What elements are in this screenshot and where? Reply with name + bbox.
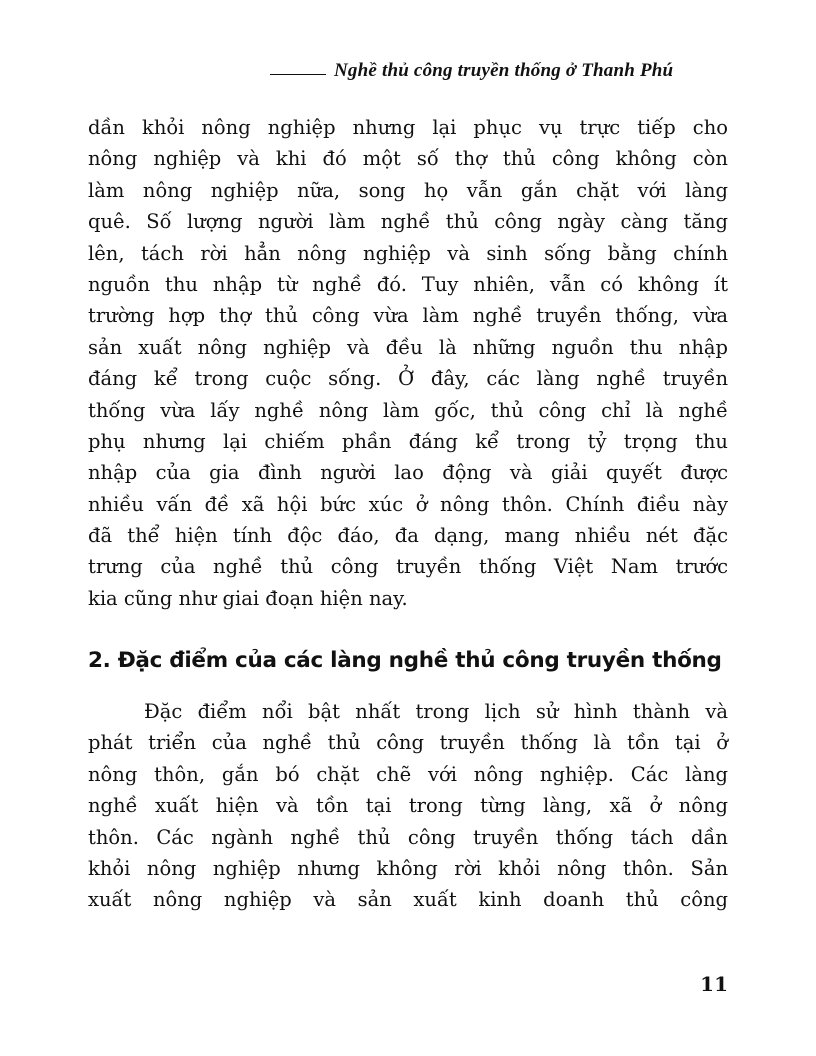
paragraph-2 (88, 696, 728, 916)
text-line: nhiều vấn đề xã hội bức xúc ở nông thôn. Chính điều này (88, 492, 728, 516)
text-line: làm nông nghiệp nữa, song họ vẫn gắn chặt với làng (88, 178, 728, 202)
text-line: lên, tách rời hẳn nông nghiệp và sinh sống bằng chính (88, 241, 728, 265)
text-line: khỏi nông nghiệp nhưng không rời khỏi nông thôn. Sản (88, 856, 728, 880)
text-line: đã thể hiện tính độc đáo, đa dạng, mang nhiều nét đặc (88, 524, 728, 548)
text-line: phụ nhưng lại chiếm phần đáng kể trong tỷ trọng thu (88, 429, 728, 453)
text-line: trưng của nghề thủ công truyền thống Việt Nam trước (88, 555, 728, 579)
text-line: nông nghiệp và khi đó một số thợ thủ công không còn (88, 147, 728, 171)
text-line: nhập của gia đình người lao động và giải quyết được (88, 461, 728, 485)
text-line: đáng kể trong cuộc sống. Ở đây, các làng nghề truyền (88, 367, 728, 391)
text-line: quê. Số lượng người làm nghề thủ công ngày càng tăng (88, 210, 728, 234)
text-line: thôn. Các ngành nghề thủ công truyền thống tách dần (88, 825, 728, 849)
page-number: 11 (700, 972, 728, 996)
text-line: Đặc điểm nổi bật nhất trong lịch sử hình thành và (144, 700, 728, 723)
running-title: Nghề thủ công truyền thống ở Thanh Phú (334, 60, 674, 81)
text-line: thống vừa lấy nghề nông làm gốc, thủ công chỉ là nghề (88, 398, 728, 422)
text-line: kia cũng như giai đoạn hiện nay. (88, 586, 408, 610)
text-line: sản xuất nông nghiệp và đều là những nguồn thu nhập (88, 335, 728, 359)
text-line: nguồn thu nhập từ nghề đó. Tuy nhiên, vẫn có không ít (88, 272, 728, 296)
paragraph-1 (88, 112, 728, 614)
text-line: nông thôn, gắn bó chặt chẽ với nông nghiệp. Các làng (88, 762, 728, 786)
text-line: dần khỏi nông nghiệp nhưng lại phục vụ trực tiếp cho (88, 116, 728, 139)
section-heading: 2. Đặc điểm của các làng nghề thủ công truyền thống (88, 648, 722, 673)
text-line: phát triển của nghề thủ công truyền thống là tồn tại ở (88, 731, 728, 755)
text-line: nghề xuất hiện và tồn tại trong từng làng, xã ở nông (88, 794, 728, 818)
text-line: xuất nông nghiệp và sản xuất kinh doanh thủ công (88, 888, 728, 912)
text-line: trường hợp thợ thủ công vừa làm nghề truyền thống, vừa (88, 304, 728, 328)
header-rule (270, 74, 326, 75)
running-header (270, 58, 730, 84)
